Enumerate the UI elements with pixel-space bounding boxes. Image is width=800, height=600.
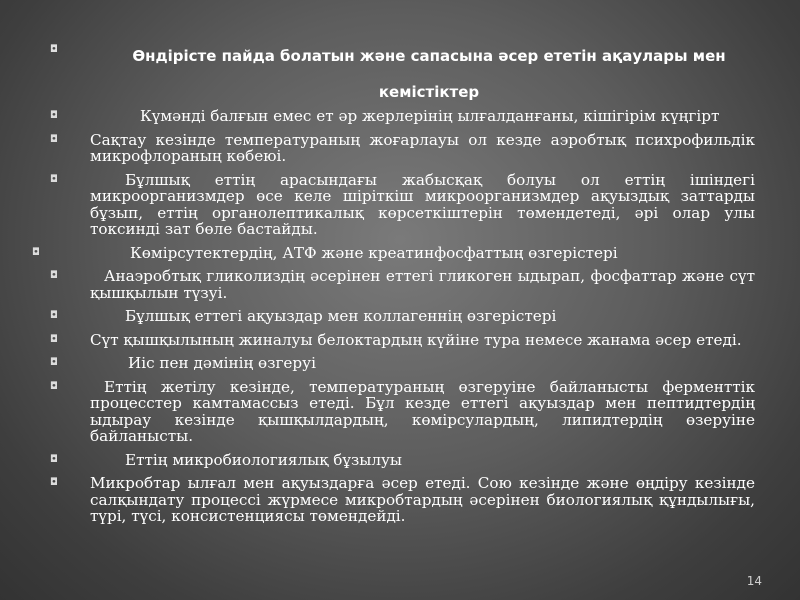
list-item <box>32 245 755 262</box>
list-item-text: Еттің жетілу кезінде, температураның өзгеруіне байланысты ферменттік процесстер камтамассыз етеді. Бұл кезде еттегі ақуыздар мен пептидтердің ыдырау кезінде қышқылдардың, көмірсулардың, липидтердің өзеруіне байланысты. <box>90 377 755 445</box>
list-item-text: Иіс пен дәмінің өзгеруі <box>128 354 316 372</box>
bullet-icon: ◘ <box>50 380 58 392</box>
title-line-2: кемістіктер <box>378 83 480 101</box>
page-number: 14 <box>746 574 762 588</box>
list-item-text: Бұлшық еттегі ақуыздар мен коллагеннің өзгерістері <box>125 307 557 325</box>
slide-title <box>88 38 770 110</box>
list-item-text: Микробтар ылғал мен ақуыздарға әсер етеді. Сою кезінде және өңдіру кезінде салқындату процессі жүрмесе микробтардың әсерінен биологиялық құндылығы, түрі, түсі, консистенциясы төмендейді. <box>90 474 755 525</box>
list-item <box>50 379 755 445</box>
list-item-text: Анаэробтық гликолиздің әсерінен еттегі гликоген ыдырап, фосфаттар және сүт қышқылын түзуі. <box>90 267 755 302</box>
list-item-text: Еттің микробиологиялық бұзылуы <box>125 450 403 469</box>
list-item <box>50 452 755 469</box>
list-item <box>50 475 755 525</box>
bullet-icon: ◘ <box>50 333 58 345</box>
bullet-icon: ◘ <box>50 453 58 465</box>
list-item-text: Бұлшық еттің арасындағы жабысқақ болуы ол еттің ішіндегі микроорганизмдер өсе келе шіріткіш микроорганизмдер ақуыздық заттарды бұзып, еттің органолептикалық көрсеткіштерін төмендетеді, әрі олар улы токсинді зат бөле бастайды. <box>90 170 755 238</box>
list-item-text: Күмәнді балғын емес ет әр жерлерінің ылғалданғаны, кішігірім күңгірт <box>140 107 720 125</box>
bullet-icon: ◘ <box>32 246 40 258</box>
bullet-icon: ◘ <box>50 477 58 488</box>
title-line-1: Өндірісте пайда болатын және сапасына әсер ететін ақаулары мен <box>132 47 726 65</box>
bullet-icon: ◘ <box>50 270 58 281</box>
list-item <box>50 308 755 325</box>
bullet-icon: ◘ <box>50 310 58 321</box>
list-item <box>50 355 755 372</box>
bullet-icon: ◘ <box>50 173 58 185</box>
bullet-list <box>32 107 755 532</box>
list-item-text: Сақтау кезінде температураның жоғарлауы ол кезде аэробтық психрофильдік микрофлораның көбеюі. <box>90 130 755 165</box>
list-item <box>50 132 755 165</box>
list-item-text: Көмірсутектердің, АТФ және креатинфосфаттың өзгерістері <box>130 243 618 262</box>
list-item <box>50 172 755 238</box>
list-item <box>50 268 755 301</box>
slide-heading <box>50 38 770 110</box>
list-item <box>50 108 755 125</box>
bullet-icon: ◘ <box>50 357 58 368</box>
list-item <box>50 332 755 349</box>
bullet-icon: ◘ <box>50 133 58 145</box>
heading-bullet-icon: ◘ <box>50 44 58 55</box>
bullet-icon: ◘ <box>50 110 58 121</box>
list-item-text: Сүт қышқылының жиналуы белоктардың күйіне тура немесе жанама әсер етеді. <box>90 330 742 349</box>
